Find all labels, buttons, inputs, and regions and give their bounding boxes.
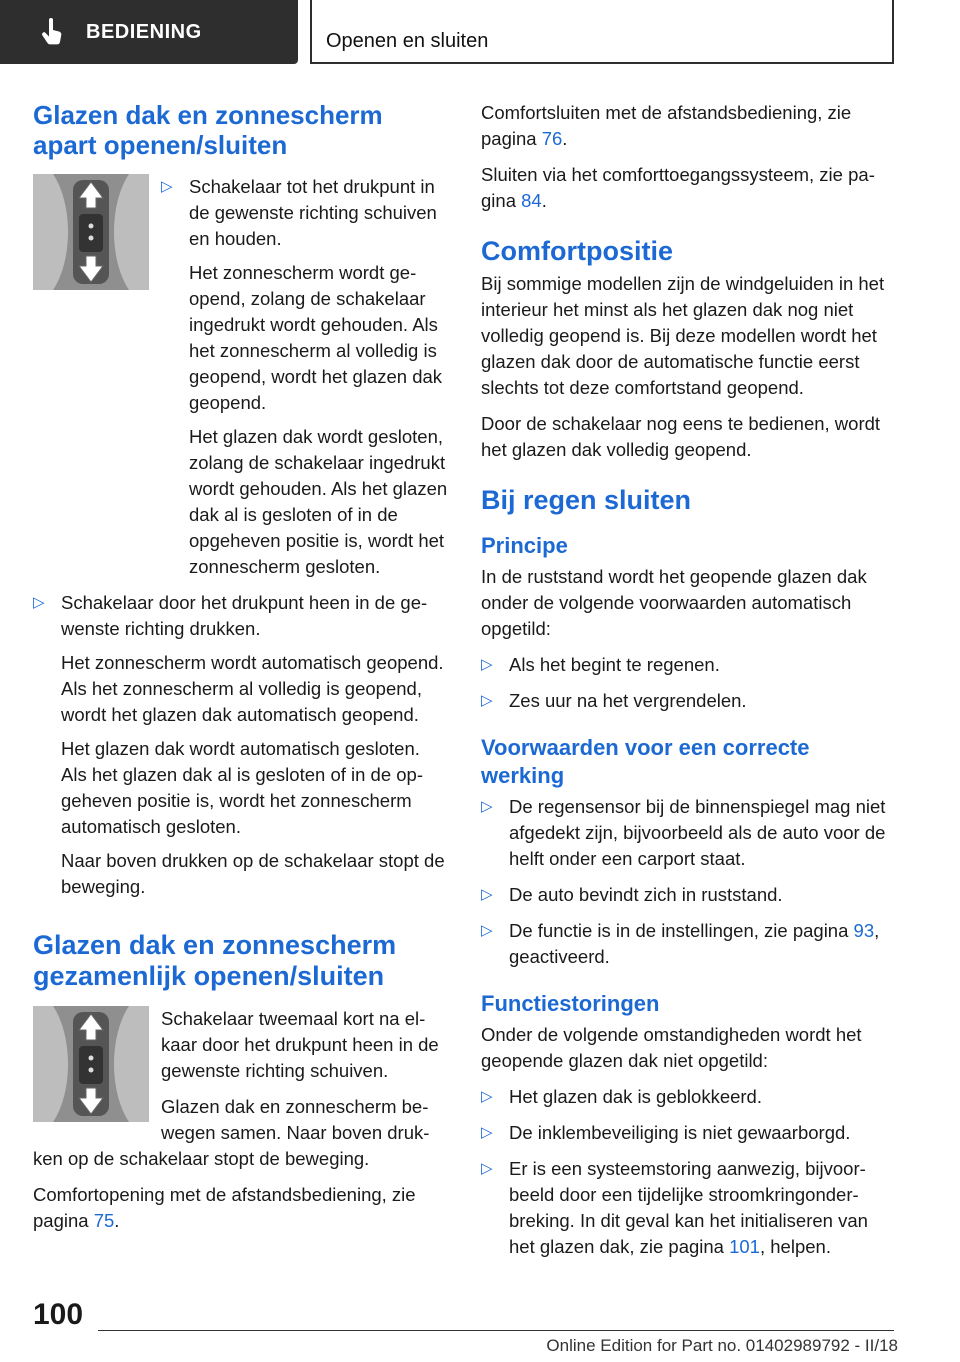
paragraph: [481, 100, 897, 152]
period: .: [562, 128, 568, 149]
triangle-bullet-icon: ▷: [481, 1088, 493, 1105]
page-link[interactable]: 93: [853, 920, 875, 941]
list-text: , geactiveerd.: [509, 920, 880, 967]
paragraph: Schakelaar tweemaal kort na elkaar door het drukpunt heen in de gewenste richting schuiven.: [161, 1008, 439, 1081]
list-text: De auto bevindt zich in ruststand.: [509, 884, 783, 905]
list-text: De functie is in de instellingen, zie pagina: [509, 920, 854, 941]
heading-faults: Functiestoringen: [481, 991, 660, 1016]
triangle-bullet-icon: ▷: [481, 886, 493, 903]
heading-joint: Glazen dak en zonnescherm gezamenlijk openen/sluiten: [33, 930, 397, 991]
instruction-text: Het glazen dak wordt gesloten, zolang de schakelaar ingedrukt wordt gehouden. Als het glazen dak al is gesloten of in de opgeheven positie is, wordt het zonnescherm gesloten.: [189, 426, 448, 577]
list-text: Er is een systeemstoring aanwezig, bijvoorbeeld door een tijdelijke stroomkringonderbreking. In dit geval kan het initialiseren van het glazen dak, zie pagina: [509, 1158, 868, 1257]
list-item: [161, 174, 448, 580]
separate-block: [33, 174, 448, 590]
list-text: , helpen.: [759, 1236, 831, 1257]
chapter-tab: [0, 0, 298, 64]
chapter-label: BEDIENING: [86, 20, 202, 43]
paragraph: [33, 1182, 448, 1234]
page-link[interactable]: 76: [541, 128, 563, 149]
heading-separate: Glazen dak en zonnescherm apart openen/sluiten: [33, 100, 383, 160]
left-column: [33, 100, 448, 1244]
list-item: [481, 688, 897, 714]
triangle-bullet-icon: ▷: [33, 594, 45, 611]
paragraph: [481, 162, 897, 214]
triangle-bullet-icon: ▷: [481, 1124, 493, 1141]
list-text: Zes uur na het vergrendelen.: [509, 690, 747, 711]
page-header: [0, 0, 960, 66]
page-number: 100: [33, 1298, 84, 1331]
triangle-bullet-icon: ▷: [481, 656, 493, 673]
sunroof-switch-icon: [33, 174, 149, 290]
paragraph: In de ruststand wordt het geopende glazen dak onder de volgende voorwaarden automatisch opgetild:: [481, 566, 867, 639]
list-text: De inklembeveiliging is niet gewaarborgd.: [509, 1122, 851, 1143]
list-text: Het glazen dak is geblokkeerd.: [509, 1086, 762, 1107]
list-item: [481, 1084, 897, 1110]
paragraph-text: Comfortopening met de afstandsbediening, zie pagina: [33, 1184, 416, 1231]
heading-principle: Principe: [481, 533, 568, 558]
footer-divider: [98, 1330, 894, 1331]
joint-block: [33, 1006, 448, 1172]
triangle-bullet-icon: ▷: [481, 922, 493, 939]
instruction-text: Schakelaar tot het drukpunt in de gewenste richting schuiven en houden.: [189, 176, 437, 249]
list-item: [481, 1120, 897, 1146]
list-item: [481, 882, 897, 908]
list-text: De regensensor bij de binnenspiegel mag niet afgedekt zijn, bijvoorbeeld als de auto voor de helft onder een carport staat.: [509, 796, 886, 869]
switch-image: [33, 174, 149, 290]
instruction-text: Schakelaar door het drukpunt heen in de gewenste richting drukken.: [61, 592, 428, 639]
list-item: [481, 652, 897, 678]
page-link[interactable]: 84: [521, 190, 542, 211]
right-column: [481, 100, 897, 1270]
hand-pointer-icon: [38, 17, 68, 47]
period: .: [114, 1210, 120, 1231]
list-item: [481, 1156, 897, 1260]
heading-rain: Bij regen sluiten: [481, 485, 692, 515]
page-link[interactable]: 75: [93, 1210, 115, 1231]
paragraph: Glazen dak en zonnescherm bewegen samen. Naar boven drukken op de schakelaar stopt de beweging.: [33, 1096, 430, 1169]
instruction-text: Het zonnescherm wordt geopend, zolang de schakelaar ingedrukt wordt gehouden. Als het zonnescherm al volledig is geopend, wordt het glazen dak geopend.: [189, 262, 443, 413]
triangle-bullet-icon: ▷: [481, 798, 493, 815]
list-item: [33, 590, 448, 900]
triangle-bullet-icon: ▷: [481, 1160, 493, 1177]
paragraph-text: Sluiten via het comforttoegangssysteem, zie pagina: [481, 164, 875, 211]
section-title: Openen en sluiten: [326, 30, 489, 52]
heading-comfort: Comfortpositie: [481, 236, 673, 266]
instruction-text: Naar boven drukken op de schakelaar stopt de beweging.: [61, 850, 445, 897]
edition-text: Online Edition for Part no. 01402989792 - II/18: [546, 1336, 898, 1355]
switch-image: [33, 1006, 149, 1122]
list-item: [481, 794, 897, 872]
page-link[interactable]: 101: [729, 1236, 760, 1257]
instruction-text: Het zonnescherm wordt automatisch geopend. Als het zonnescherm al volledig is geopend, wordt het glazen dak automatisch geopend.: [61, 652, 444, 725]
instruction-text: Het glazen dak wordt automatisch gesloten. Als het glazen dak al is gesloten of in de opgeheven positie is, wordt het zonnescherm automatisch gesloten.: [61, 738, 424, 837]
triangle-bullet-icon: ▷: [161, 178, 173, 195]
triangle-bullet-icon: ▷: [481, 692, 493, 709]
heading-conditions: Voorwaarden voor een correcte werking: [481, 735, 810, 788]
list-text: Als het begint te regenen.: [509, 654, 720, 675]
period: .: [541, 190, 547, 211]
sunroof-switch-icon: [33, 1006, 149, 1122]
paragraph: Door de schakelaar nog eens te bedienen, wordt het glazen dak volledig geopend.: [481, 413, 881, 460]
paragraph: Bij sommige modellen zijn de windgeluiden in het interieur het minst als het glazen dak nog niet volledig geopend is. Bij deze modellen wordt het glazen dak door de automatische functie eerst slechts tot deze comfortstand geopend.: [481, 273, 885, 398]
list-item: [481, 918, 897, 970]
paragraph-text: Comfortsluiten met de afstandsbediening, zie pagina: [481, 102, 852, 149]
paragraph: Onder de volgende omstandigheden wordt het geopende glazen dak niet opgetild:: [481, 1024, 862, 1071]
